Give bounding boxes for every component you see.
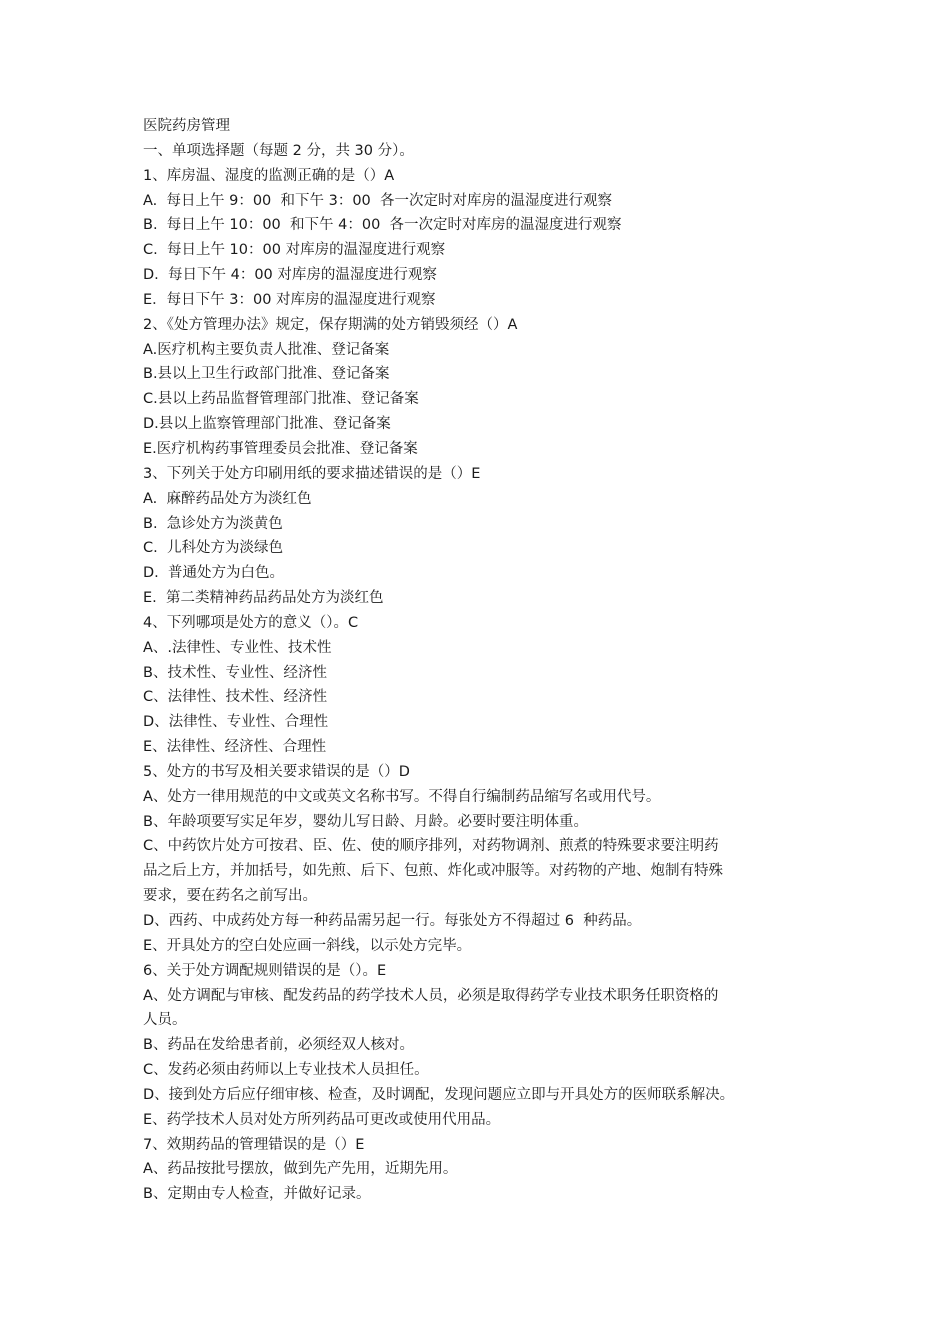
q1-option-c: C. 每日上午 10：00 对库房的温湿度进行观察 xyxy=(143,242,446,259)
q6-option-b: B、药品在发给患者前，必须经双人核对。 xyxy=(143,1037,414,1054)
q7-option-a: A、药品按批号摆放，做到先产先用，近期先用。 xyxy=(143,1161,458,1178)
q4-option-d: D、法律性、专业性、合理性 xyxy=(143,714,329,731)
q6-option-a-line-1: A、处方调配与审核、配发药品的药学技术人员，必须是取得药学专业技术职务任职资格的 xyxy=(143,987,719,1004)
q4-option-c: C、法律性、技术性、经济性 xyxy=(143,689,328,706)
q5-option-c-line-1: C、中药饮片处方可按君、臣、佐、使的顺序排列，对药物调剂、煎煮的特殊要求要注明药 xyxy=(143,838,719,855)
q6-option-c: C、发药必须由药师以上专业技术人员担任。 xyxy=(143,1062,429,1079)
q2-option-d: D.县以上监察管理部门批准、登记备案 xyxy=(143,416,391,433)
q3-option-c: C. 儿科处方为淡绿色 xyxy=(143,540,283,557)
section-heading: 一、单项选择题（每题 2 分，共 30 分）。 xyxy=(143,142,414,159)
question-6: 6、关于处方调配规则错误的是（）。E xyxy=(143,962,387,979)
question-7: 7、效期药品的管理错误的是（）E xyxy=(143,1136,365,1153)
q3-option-a: A. 麻醉药品处方为淡红色 xyxy=(143,490,312,507)
q3-option-d: D. 普通处方为白色。 xyxy=(143,565,284,582)
q6-option-e: E、药学技术人员对处方所列药品可更改或使用代用品。 xyxy=(143,1111,501,1128)
document-page xyxy=(143,114,813,1207)
question-1: 1、库房温、湿度的监测正确的是（）A xyxy=(143,167,395,184)
q5-option-d: D、西药、中成药处方每一种药品需另起一行。每张处方不得超过 6 种药品。 xyxy=(143,913,642,929)
q6-option-d: D、接到处方后应仔细审核、检查，及时调配，发现问题应立即与开具处方的医师联系解决。 xyxy=(143,1086,735,1103)
q4-option-e: E、法律性、经济性、合理性 xyxy=(143,739,327,756)
question-5: 5、处方的书写及相关要求错误的是（）D xyxy=(143,763,410,780)
q4-option-b: B、技术性、专业性、经济性 xyxy=(143,664,327,681)
q1-option-d: D. 每日下午 4：00 对库房的温湿度进行观察 xyxy=(143,267,437,284)
q2-option-c: C.县以上药品监督管理部门批准、登记备案 xyxy=(143,391,419,408)
q1-option-a: A. 每日上午 9：00 和下午 3：00 各一次定时对库房的温湿度进行观察 xyxy=(143,192,612,209)
q1-option-b: B. 每日上午 10：00 和下午 4：00 各一次定时对库房的温湿度进行观察 xyxy=(143,217,622,234)
q5-option-c-line-2: 品之后上方，并加括号，如先煎、后下、包煎、炸化或冲服等。对药物的产地、炮制有特殊 xyxy=(143,863,723,880)
q3-option-b: B. 急诊处方为淡黄色 xyxy=(143,515,283,532)
q2-option-b: B.县以上卫生行政部门批准、登记备案 xyxy=(143,366,390,383)
q1-option-e: E．每日下午 3：00 对库房的温湿度进行观察 xyxy=(143,291,436,308)
q7-option-b: B、定期由专人检查，并做好记录。 xyxy=(143,1186,371,1203)
q4-option-a: A、.法律性、专业性、技术性 xyxy=(143,639,332,656)
q2-option-e: E.医疗机构药事管理委员会批准、登记备案 xyxy=(143,440,418,457)
question-4: 4、下列哪项是处方的意义（）。C xyxy=(143,614,359,631)
q3-option-e: E. 第二类精神药品药品处方为淡红色 xyxy=(143,590,384,607)
q5-option-b: B、年龄项要写实足年岁，婴幼儿写日龄、月龄。必要时要注明体重。 xyxy=(143,813,588,830)
document-title: 医院药房管理 xyxy=(143,118,230,134)
q5-option-a: A、处方一律用规范的中文或英文名称书写。不得自行编制药品缩写名或用代号。 xyxy=(143,788,661,805)
question-3: 3、下列关于处方印刷用纸的要求描述错误的是（）E xyxy=(143,465,481,482)
q5-option-c-line-3: 要求，要在药名之前写出。 xyxy=(143,888,317,905)
question-2: 2、《处方管理办法》规定，保存期满的处方销毁须经（）A xyxy=(143,316,518,333)
q5-option-e: E、开具处方的空白处应画一斜线，以示处方完毕。 xyxy=(143,937,472,954)
q6-option-a-line-2: 人员。 xyxy=(143,1012,187,1029)
q2-option-a: A.医疗机构主要负责人批准、登记备案 xyxy=(143,341,390,358)
